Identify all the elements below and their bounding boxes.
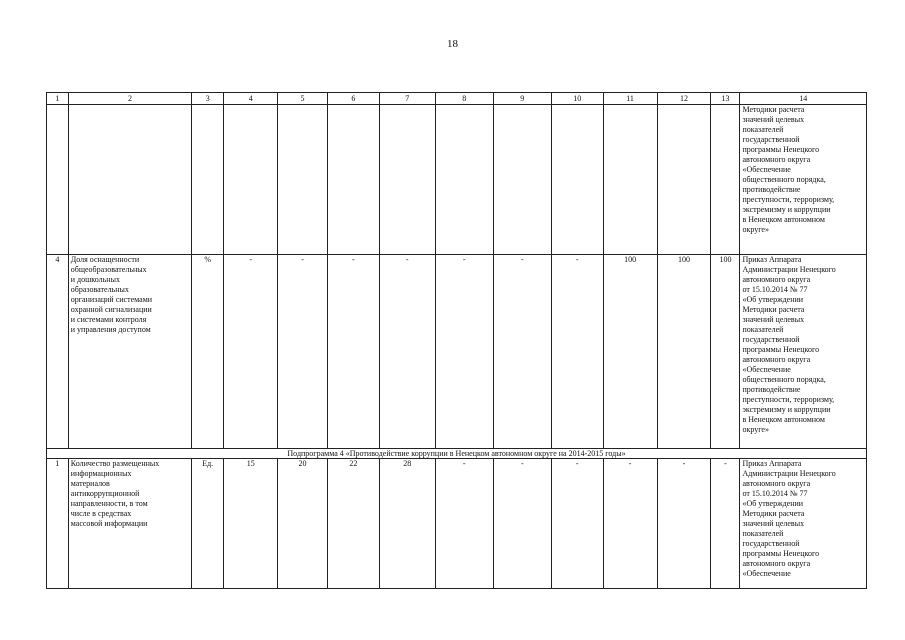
value-cell: - — [603, 459, 657, 589]
methodology-cell: Методики расчета значений целевых показателей государственной программы Ненецкого автономного округа «Обеспечение общественного порядка, противодействие преступности, терроризму, экстремизму и коррупции в Ненецком автономном округе» — [740, 105, 867, 255]
row-number-cell: 4 — [47, 255, 69, 449]
value-cell: - — [379, 255, 435, 449]
header-cell: 12 — [657, 93, 711, 105]
header-cell: 2 — [68, 93, 191, 105]
table-cell — [278, 105, 328, 255]
table-cell — [327, 105, 379, 255]
header-cell: 1 — [47, 93, 69, 105]
header-cell: 4 — [224, 93, 278, 105]
row-number-cell: 1 — [47, 459, 69, 589]
table-row — [47, 105, 867, 255]
table-cell — [224, 105, 278, 255]
unit-cell: % — [192, 255, 224, 449]
header-cell: 11 — [603, 93, 657, 105]
value-cell: - — [493, 459, 551, 589]
page-number: 18 — [447, 38, 458, 50]
indicator-name-cell: Количество размещенных информационных материалов антикоррупционной направленности, в том числе в средствах массовой информации — [68, 459, 191, 589]
subprogram-title: Подпрограмма 4 «Противодействие коррупции в Ненецком автономном округе на 2014-2015 годы» — [47, 449, 867, 459]
table-cell — [435, 105, 493, 255]
value-cell: - — [435, 255, 493, 449]
value-cell: - — [551, 459, 603, 589]
methodology-cell: Приказ Аппарата Администрации Ненецкого автономного округа от 15.10.2014 № 77 «Об утверждении Методики расчета значений целевых показателей государственной программы Ненецкого автономного округа «Обеспечение — [740, 459, 867, 589]
value-cell: - — [327, 255, 379, 449]
header-cell: 13 — [711, 93, 740, 105]
indicator-name-cell: Доля оснащенности общеобразовательных и дошкольных образовательных организаций системами охранной сигнализации и системами контроля и управления доступом — [68, 255, 191, 449]
value-cell: - — [493, 255, 551, 449]
value-cell: 100 — [711, 255, 740, 449]
header-cell: 8 — [435, 93, 493, 105]
table-cell — [603, 105, 657, 255]
methodology-cell: Приказ Аппарата Администрации Ненецкого автономного округа от 15.10.2014 № 77 «Об утверждении Методики расчета значений целевых показателей государственной программы Ненецкого автономного округа «Обеспечение общественного порядка, противодействие преступности, терроризму, экстремизму и коррупции в Ненецком автономном округе» — [740, 255, 867, 449]
value-cell: - — [551, 255, 603, 449]
header-cell: 5 — [278, 93, 328, 105]
value-cell: 100 — [603, 255, 657, 449]
value-cell: 22 — [327, 459, 379, 589]
subprogram-row — [47, 449, 867, 459]
table-cell — [68, 105, 191, 255]
value-cell: 100 — [657, 255, 711, 449]
table-cell — [551, 105, 603, 255]
header-cell: 3 — [192, 93, 224, 105]
value-cell: - — [278, 255, 328, 449]
table-cell — [192, 105, 224, 255]
table-header-row — [47, 93, 867, 105]
table-cell — [379, 105, 435, 255]
value-cell: - — [224, 255, 278, 449]
header-cell: 14 — [740, 93, 867, 105]
value-cell: - — [657, 459, 711, 589]
table-cell — [711, 105, 740, 255]
table-row — [47, 459, 867, 589]
table-cell — [47, 105, 69, 255]
table-row — [47, 255, 867, 449]
value-cell: 20 — [278, 459, 328, 589]
header-cell: 6 — [327, 93, 379, 105]
value-cell: - — [711, 459, 740, 589]
indicators-table — [46, 92, 867, 589]
unit-cell: Ед. — [192, 459, 224, 589]
table-cell — [493, 105, 551, 255]
value-cell: 15 — [224, 459, 278, 589]
value-cell: - — [435, 459, 493, 589]
value-cell: 28 — [379, 459, 435, 589]
header-cell: 9 — [493, 93, 551, 105]
header-cell: 7 — [379, 93, 435, 105]
header-cell: 10 — [551, 93, 603, 105]
table-cell — [657, 105, 711, 255]
